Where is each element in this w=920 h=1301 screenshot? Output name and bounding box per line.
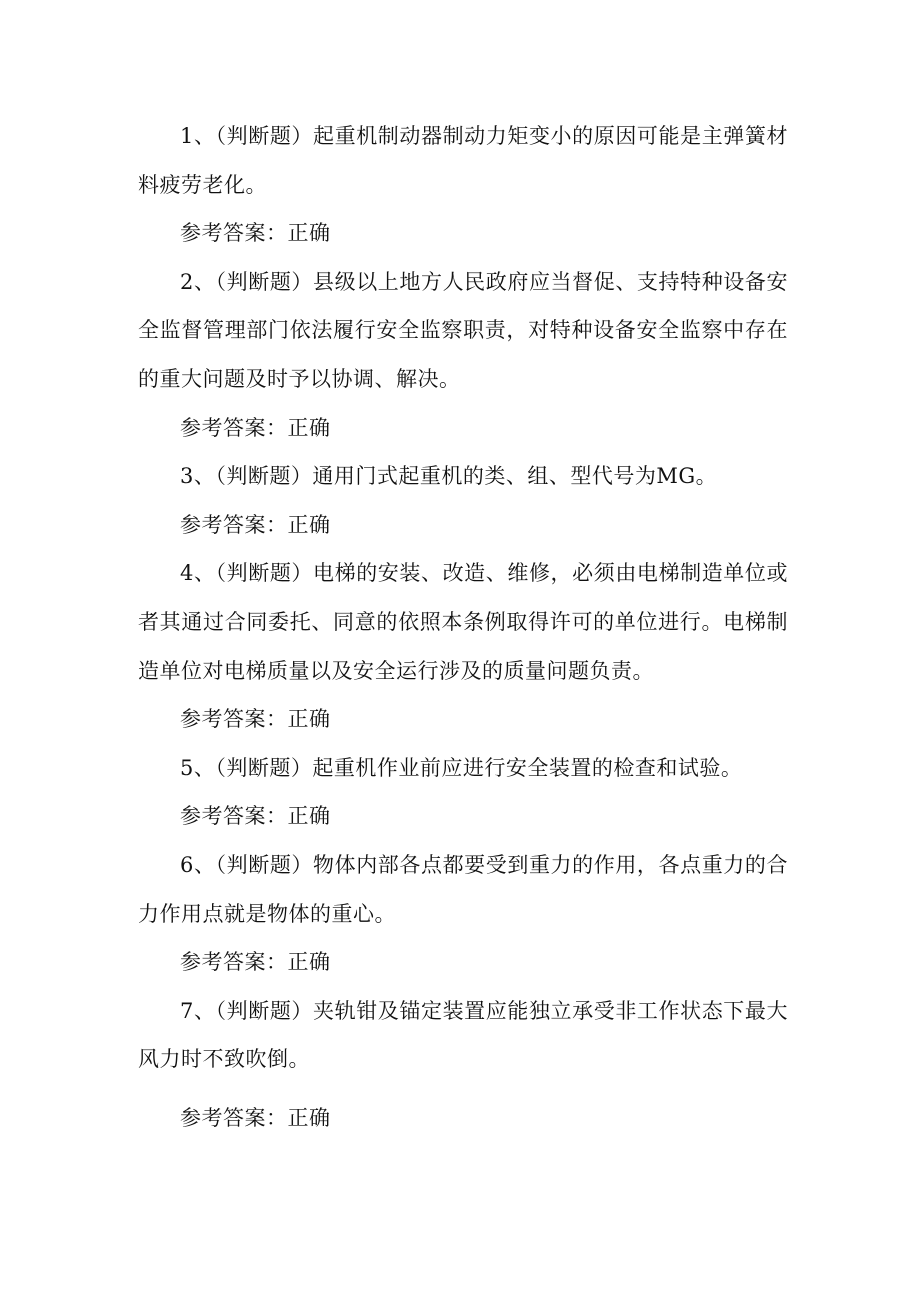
- answer-4-text: 参考答案：正确: [180, 707, 331, 732]
- answer-2-text: 参考答案：正确: [180, 415, 331, 440]
- question-1-text: 1、（判断题）起重机制动器制动力矩变小的原因可能是主弹簧材料疲劳老化。: [138, 124, 788, 197]
- answer-1-text: 参考答案：正确: [180, 221, 331, 246]
- question-6-text: 6、（判断题）物体内部各点都要受到重力的作用，各点重力的合力作用点就是物体的重心。: [138, 852, 788, 926]
- question-list: [138, 112, 788, 1142]
- answer-5-text: 参考答案：正确: [180, 804, 331, 829]
- question-4-text: 4、（判断题）电梯的安装、改造、维修，必须由电梯制造单位或者其通过合同委托、同意的依照本条例取得许可的单位进行。电梯制造单位对电梯质量以及安全运行涉及的质量问题负责。: [138, 561, 788, 683]
- question-2-text: 2、（判断题）县级以上地方人民政府应当督促、支持特种设备安全监督管理部门依法履行安全监察职责，对特种设备安全监察中存在的重大问题及时予以协调、解决。: [138, 269, 788, 391]
- answer-6-text: 参考答案：正确: [180, 950, 331, 975]
- answer-7-text: 参考答案：正确: [180, 1105, 331, 1130]
- question-5-text: 5、（判断题）起重机作业前应进行安全装置的检查和试验。: [180, 755, 743, 780]
- question-7-text: 7、（判断题）夹轨钳及锚定装置应能独立承受非工作状态下最大风力时不致吹倒。: [138, 998, 788, 1072]
- answer-3-text: 参考答案：正确: [180, 512, 331, 537]
- question-3-text: 3、（判断题）通用门式起重机的类、组、型代号为MG。: [180, 464, 718, 489]
